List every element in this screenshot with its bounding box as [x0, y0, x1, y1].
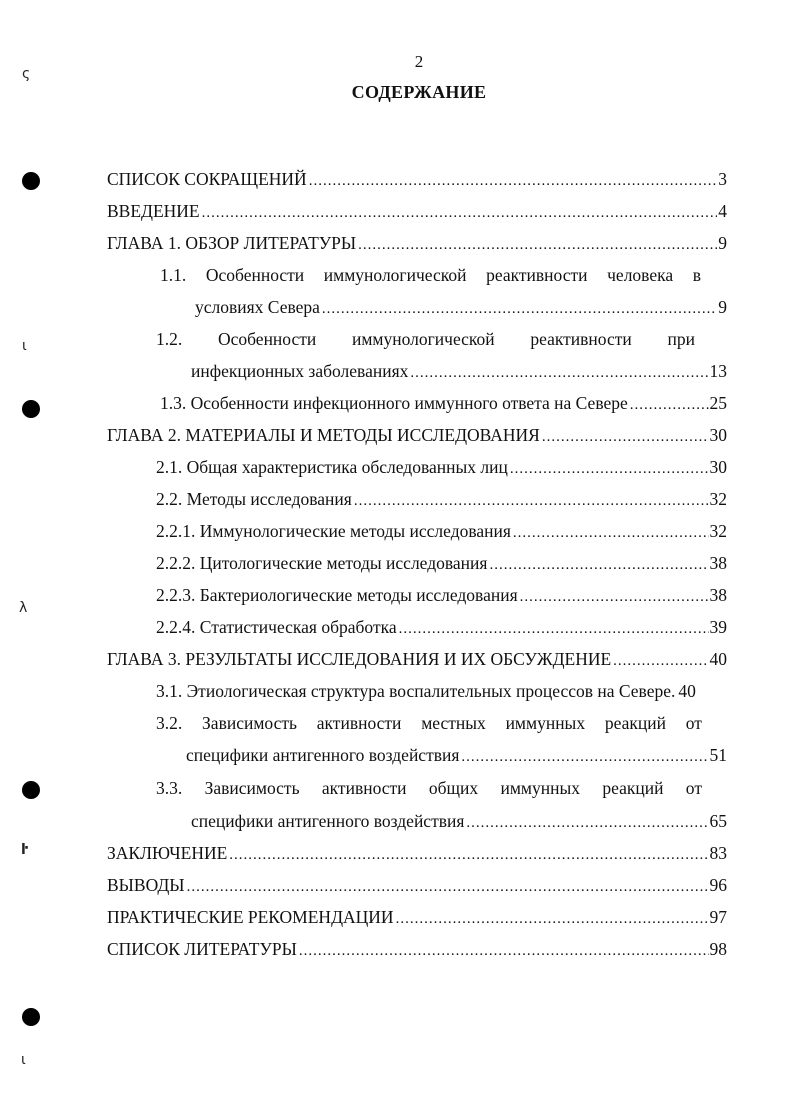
toc-entry-section-2-2[interactable]: [156, 488, 727, 510]
toc-entry-abbreviations[interactable]: [107, 168, 727, 190]
toc-entry-introduction[interactable]: [107, 200, 727, 222]
scan-artifact: ŀ: [21, 842, 29, 858]
toc-entry-page: 40: [678, 681, 696, 701]
toc-entry-title: ВЫВОДЫ: [107, 875, 185, 895]
scan-artifact: ɩ: [22, 338, 27, 354]
toc-entry-section-3-2[interactable]: [156, 712, 702, 734]
toc-entry-title: специфики антигенного воздействия: [186, 745, 460, 765]
toc-entry-page: 4: [718, 201, 727, 221]
toc-entry-practical-recommendations[interactable]: [107, 906, 727, 928]
leader-dots: [613, 650, 708, 672]
title-word: местных: [421, 713, 486, 733]
title-word: от: [685, 778, 702, 798]
toc-entry-section-2-1[interactable]: [156, 456, 727, 478]
title-word: реакций: [602, 778, 664, 798]
leader-dots: [396, 908, 709, 930]
leader-dots: [466, 812, 708, 834]
title-word: общих: [428, 778, 479, 798]
toc-entry-title: ГЛАВА 1. ОБЗОР ЛИТЕРАТУРЫ: [107, 233, 357, 253]
toc-entry-chapter-3[interactable]: [107, 648, 727, 670]
title-word: реакций: [604, 713, 666, 733]
toc-entry-page: 3: [718, 169, 727, 189]
toc-entry-section-2-2-2[interactable]: [156, 552, 727, 574]
toc-entry-title: 2.2.4. Статистическая обработка: [156, 617, 397, 637]
leader-dots: [513, 522, 709, 544]
toc-entry-section-1-2-continuation[interactable]: [191, 360, 727, 382]
leader-dots: [354, 490, 709, 512]
title-word: Особенности: [205, 265, 305, 285]
toc-entry-title: 2.2. Методы исследования: [156, 489, 352, 509]
toc-entry-references[interactable]: [107, 938, 727, 960]
toc-entry-section-1-1[interactable]: [160, 264, 701, 286]
title-word: активности: [321, 778, 407, 798]
toc-entry-page: 97: [709, 907, 727, 927]
toc-entry-page: 30: [709, 425, 727, 445]
toc-entry-title: ЗАКЛЮЧЕНИЕ: [107, 843, 228, 863]
toc-entry-section-1-1-continuation[interactable]: [195, 296, 727, 318]
toc-entry-chapter-1[interactable]: [107, 232, 727, 254]
toc-entry-section-3-3[interactable]: [156, 777, 702, 799]
section-number: 3.3.: [156, 778, 183, 798]
toc-entry-section-2-2-3[interactable]: [156, 584, 727, 606]
scan-artifact: ς: [22, 66, 31, 82]
toc-entry-page: 9: [718, 297, 727, 317]
title-word: иммунных: [505, 713, 586, 733]
title-word: реактивности: [486, 265, 588, 285]
toc-entry-title: условиях Севера: [195, 297, 320, 317]
title-word: активности: [316, 713, 402, 733]
toc-entry-title: СПИСОК ЛИТЕРАТУРЫ: [107, 939, 297, 959]
section-number: 1.2.: [156, 329, 183, 349]
leader-dots: [410, 362, 708, 384]
punch-hole-mark: [22, 781, 40, 799]
title-word: реактивности: [530, 329, 632, 349]
punch-hole-mark: [22, 1008, 40, 1026]
toc-entry-page: 96: [709, 875, 727, 895]
toc-entry-page: 38: [709, 553, 727, 573]
toc-entry-title: ВВЕДЕНИЕ: [107, 201, 200, 221]
toc-entry-section-3-2-continuation[interactable]: [186, 744, 727, 766]
toc-entry-page: 51: [709, 745, 727, 765]
toc-entry-section-2-2-4[interactable]: [156, 616, 727, 638]
toc-entry-findings[interactable]: [107, 874, 727, 896]
leader-dots: [510, 458, 709, 480]
leader-dots: [520, 586, 709, 608]
toc-entry-page: 83: [709, 843, 727, 863]
punch-hole-mark: [22, 172, 40, 190]
title-word: человека: [607, 265, 674, 285]
toc-entry-title: ГЛАВА 2. МАТЕРИАЛЫ И МЕТОДЫ ИССЛЕДОВАНИЯ: [107, 425, 540, 445]
toc-entry-title: 1.3. Особенности инфекционного иммунного ответа на Севере: [160, 393, 628, 413]
title-word: иммунных: [500, 778, 580, 798]
leader-dots: [187, 876, 709, 898]
toc-entry-title: 3.1. Этиологическая структура воспалительных процессов на Севере.: [156, 681, 676, 701]
toc-entry-title: ГЛАВА 3. РЕЗУЛЬТАТЫ ИССЛЕДОВАНИЯ И ИХ ОБСУЖДЕНИЕ: [107, 649, 612, 669]
toc-entry-page: 39: [709, 617, 727, 637]
scan-artifact: ɩ: [21, 1052, 26, 1068]
toc-entry-page: 9: [718, 233, 727, 253]
toc-entry-section-3-3-continuation[interactable]: [191, 810, 727, 832]
leader-dots: [489, 554, 708, 576]
title-word: иммунологической: [323, 265, 467, 285]
toc-entry-page: 32: [709, 521, 727, 541]
toc-entry-title: 2.2.2. Цитологические методы исследования: [156, 553, 488, 573]
toc-entry-page: 32: [709, 489, 727, 509]
toc-entry-title: инфекционных заболеваниях: [191, 361, 409, 381]
toc-entry-section-1-3[interactable]: [160, 392, 727, 414]
leader-dots: [542, 426, 709, 448]
toc-entry-page: 25: [709, 393, 727, 413]
toc-entry-title: ПРАКТИЧЕСКИЕ РЕКОМЕНДАЦИИ: [107, 907, 394, 927]
leader-dots: [309, 170, 718, 192]
toc-entry-title: 2.1. Общая характеристика обследованных лиц: [156, 457, 508, 477]
toc-entry-section-3-1[interactable]: [156, 680, 727, 702]
title-word: при: [667, 329, 695, 349]
title-word: Зависимость: [204, 778, 300, 798]
toc-entry-conclusion[interactable]: [107, 842, 727, 864]
toc-entry-title: СПИСОК СОКРАЩЕНИЙ: [107, 169, 307, 189]
page-title: СОДЕРЖАНИЕ: [351, 82, 487, 102]
toc-entry-chapter-2[interactable]: [107, 424, 727, 446]
title-word: иммунологической: [351, 329, 495, 349]
section-number: 1.1.: [160, 265, 187, 285]
toc-entry-page: 65: [709, 811, 727, 831]
title-word: от: [685, 713, 702, 733]
section-number: 3.2.: [156, 713, 183, 733]
leader-dots: [322, 298, 717, 320]
toc-entry-section-1-2[interactable]: [156, 328, 695, 350]
leader-dots: [299, 940, 709, 962]
leader-dots: [630, 394, 709, 416]
title-word: в: [692, 265, 701, 285]
toc-entry-page: 38: [709, 585, 727, 605]
title-word: Особенности: [217, 329, 317, 349]
toc-entry-title: 2.2.1. Иммунологические методы исследования: [156, 521, 511, 541]
toc-entry-page: 13: [709, 361, 727, 381]
title-word: Зависимость: [202, 713, 297, 733]
toc-entry-page: 98: [709, 939, 727, 959]
page-number: 2: [414, 52, 424, 71]
punch-hole-mark: [22, 400, 40, 418]
toc-entry-title: 2.2.3. Бактериологические методы исследования: [156, 585, 518, 605]
leader-dots: [399, 618, 709, 640]
scan-artifact: λ: [19, 600, 28, 616]
toc-entry-page: 40: [709, 649, 727, 669]
toc-entry-title: специфики антигенного воздействия: [191, 811, 465, 831]
leader-dots: [229, 844, 708, 866]
toc-entry-section-2-2-1[interactable]: [156, 520, 727, 542]
leader-dots: [358, 234, 717, 256]
toc-entry-page: 30: [709, 457, 727, 477]
leader-dots: [202, 202, 718, 224]
leader-dots: [461, 746, 708, 768]
